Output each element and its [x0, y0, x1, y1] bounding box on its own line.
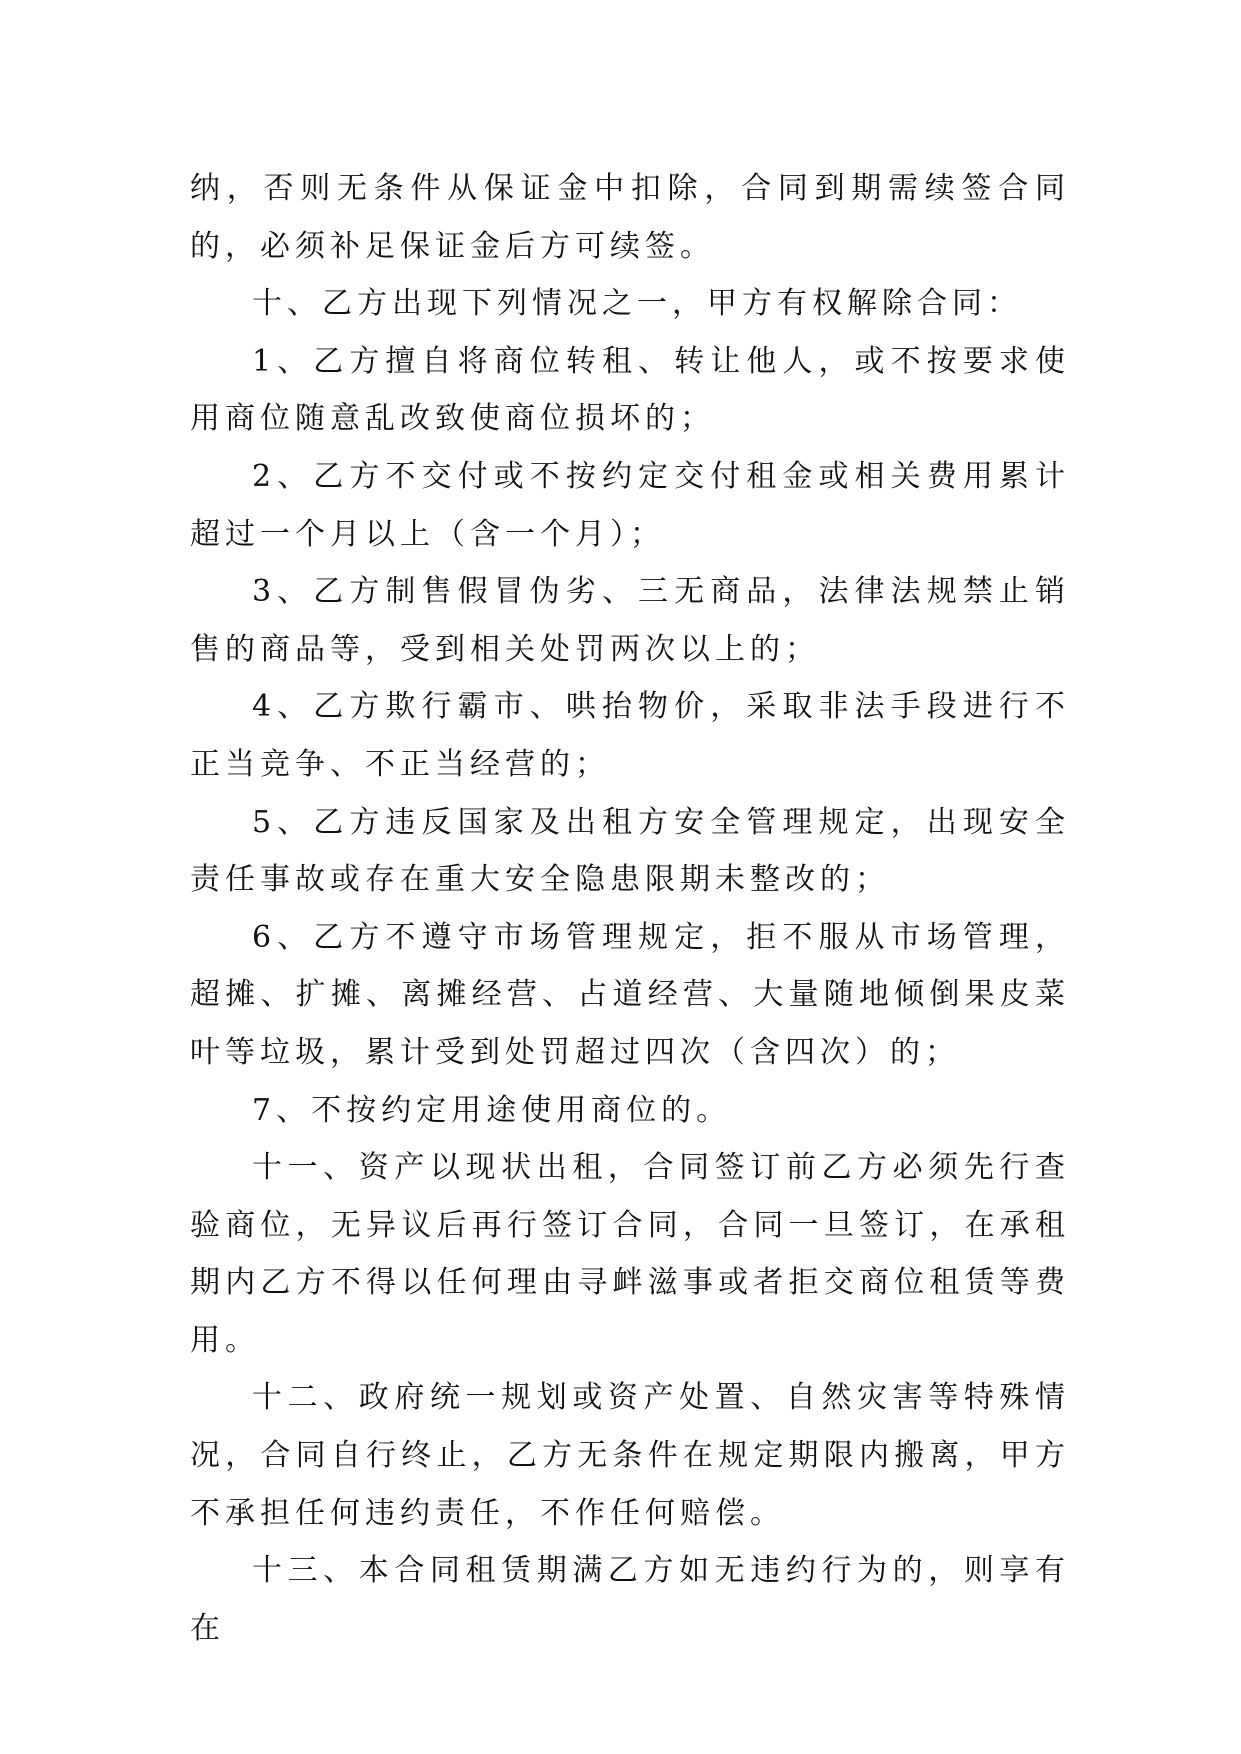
- paragraph-item-7: 7、不按约定用途使用商位的。: [252, 1092, 732, 1128]
- paragraph-clause-11: 十一、资产以现状出租，合同签订前乙方必须先行查验商位，无异议后再行签订合同，合同一旦签订，在承租期内乙方不得以任何理由寻衅滋事或者拒交商位租赁等费用。: [190, 1150, 1070, 1358]
- paragraph-item-5: 5、乙方违反国家及出租方安全管理规定，出现安全责任事故或存在重大安全隐患限期未整改的；: [190, 804, 1070, 898]
- paragraph-clause-12: 十二、政府统一规划或资产处置、自然灾害等特殊情况，合同自行终止，乙方无条件在规定期限内搬离，甲方不承担任何违约责任，不作任何赔偿。: [190, 1380, 1070, 1531]
- paragraph-continuation: 纳，否则无条件从保证金中扣除，合同到期需续签合同的，必须补足保证金后方可续签。: [190, 171, 1070, 264]
- paragraph-clause-10: 十、乙方出现下列情况之一，甲方有权解除合同：: [252, 286, 1022, 322]
- paragraph-item-2: 2、乙方不交付或不按约定交付租金或相关费用累计超过一个月以上（含一个月）；: [190, 458, 1070, 552]
- paragraph-item-4: 4、乙方欺行霸市、哄抬物价，采取非法手段进行不正当竞争、不正当经营的；: [190, 689, 1070, 782]
- paragraph-item-3: 3、乙方制售假冒伪劣、三无商品，法律法规禁止销售的商品等，受到相关处罚两次以上的；: [190, 574, 1070, 667]
- paragraph-item-6: 6、乙方不遵守市场管理规定，拒不服从市场管理，超摊、扩摊、离摊经营、占道经营、大量随地倾倒果皮菜叶等垃圾，累计受到处罚超过四次（含四次）的；: [190, 919, 1070, 1070]
- paragraph-item-1: 1、乙方擅自将商位转租、转让他人，或不按要求使用商位随意乱改致使商位损坏的；: [190, 343, 1070, 437]
- paragraph-clause-13: 十三、本合同租赁期满乙方如无违约行为的，则享有在: [190, 1553, 1070, 1646]
- document-body: [190, 160, 1070, 1657]
